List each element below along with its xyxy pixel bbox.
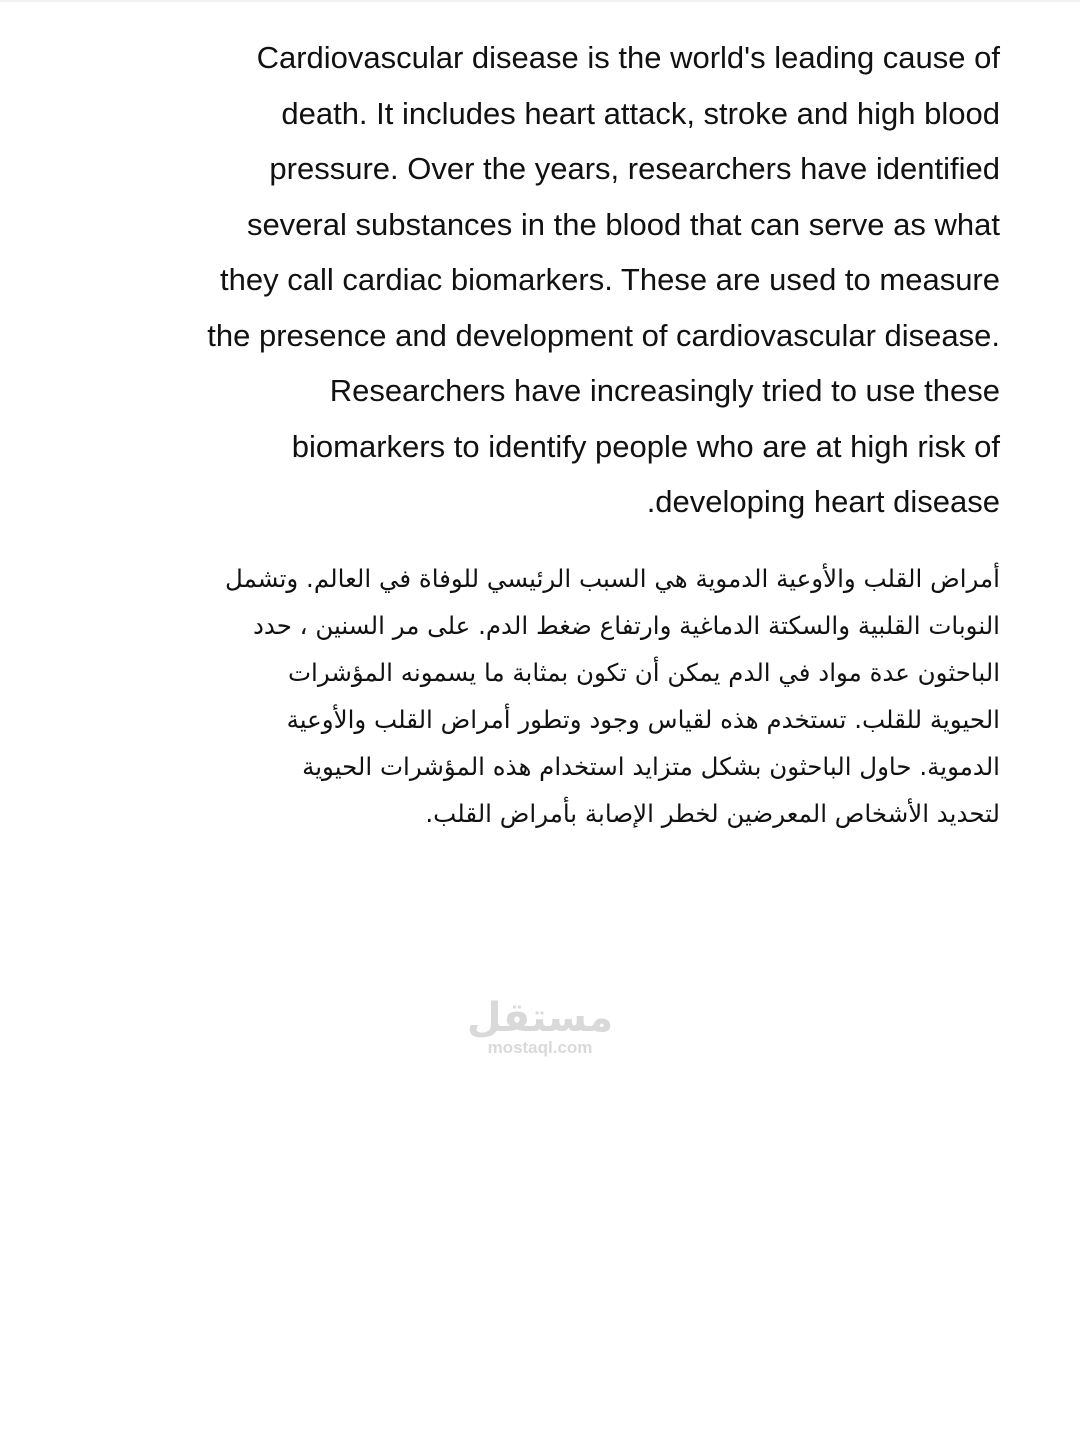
arabic-line: لتحديد الأشخاص المعرضين لخطر الإصابة بأمراض القلب. bbox=[425, 799, 1000, 828]
english-line: .developing heart disease bbox=[646, 484, 1000, 519]
english-line: the presence and development of cardiovascular disease. bbox=[207, 317, 1000, 353]
mostaql-watermark bbox=[460, 995, 620, 1058]
arabic-line: أمراض القلب والأوعية الدموية هي السبب الرئيسي للوفاة في العالم. وتشمل bbox=[225, 564, 1000, 593]
arabic-line: الحيوية للقلب. تستخدم هذه لقياس وجود وتطور أمراض القلب والأوعية bbox=[286, 705, 1000, 734]
english-line: several substances in the blood that can serve as what bbox=[246, 206, 1000, 242]
watermark-domain: mostaql.com bbox=[487, 1038, 593, 1057]
english-line: pressure. Over the years, researchers have identified bbox=[269, 151, 1000, 186]
english-line: Researchers have increasingly tried to use these bbox=[329, 373, 1000, 408]
english-line: Cardiovascular disease is the world's leading cause of bbox=[256, 40, 1000, 75]
english-paragraph bbox=[90, 30, 1000, 530]
arabic-line: النوبات القلبية والسكتة الدماغية وارتفاع ضغط الدم. على مر السنين ، حدد bbox=[252, 611, 1000, 640]
english-line: biomarkers to identify people who are at high risk of bbox=[291, 428, 1000, 464]
arabic-paragraph bbox=[70, 555, 1000, 837]
watermark-arabic-logo: مستقل bbox=[466, 995, 614, 1041]
arabic-line: الباحثون عدة مواد في الدم يمكن أن تكون بمثابة ما يسمونه المؤشرات bbox=[287, 658, 1000, 687]
top-divider bbox=[0, 0, 1080, 2]
english-line: they call cardiac biomarkers. These are used to measure bbox=[220, 262, 1000, 297]
english-line: death. It includes heart attack, stroke and high blood bbox=[281, 95, 1000, 131]
arabic-line: الدموية. حاول الباحثون بشكل متزايد استخدام هذه المؤشرات الحيوية bbox=[302, 752, 1000, 781]
